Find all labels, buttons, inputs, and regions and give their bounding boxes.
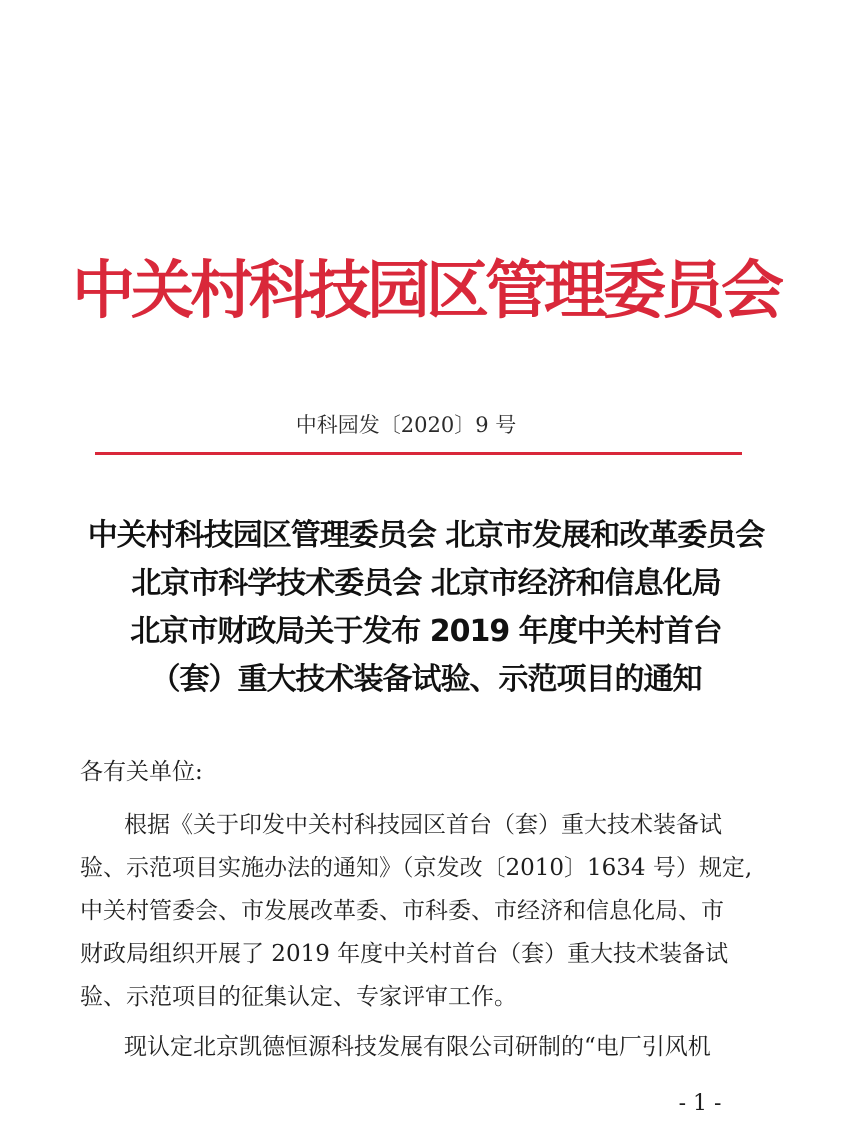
paragraph-line: 财政局组织开展了 2019 年度中关村首台（套）重大技术装备试 xyxy=(80,941,729,967)
paragraph-line: 根据《关于印发中关村科技园区首台（套）重大技术装备试 xyxy=(124,812,722,838)
paragraph-line: 验、示范项目实施办法的通知》（京发改〔2010〕1634 号）规定, xyxy=(80,855,753,881)
issuing-authority-masthead: 中关村科技园区管理委员会 xyxy=(72,253,780,327)
title-line-2: 北京市科学技术委员会 北京市经济和信息化局 xyxy=(131,566,721,601)
title-line-4: （套）重大技术装备试验、示范项目的通知 xyxy=(150,662,702,697)
salutation: 各有关单位: xyxy=(80,759,203,785)
paragraph-line: 验、示范项目的征集认定、专家评审工作。 xyxy=(80,984,517,1010)
paragraph-line: 现认定北京凯德恒源科技发展有限公司研制的“电厂引风机 xyxy=(124,1034,711,1060)
document-title xyxy=(60,512,792,704)
body-paragraph-2 xyxy=(80,1026,740,1069)
title-line-3: 北京市财政局关于发布 2019 年度中关村首台 xyxy=(130,614,722,649)
page-number: - 1 - xyxy=(678,1091,722,1116)
red-separator-line xyxy=(95,452,742,455)
title-line-1: 中关村科技园区管理委员会 北京市发展和改革委员会 xyxy=(87,518,765,553)
body-paragraph-1 xyxy=(80,804,753,1019)
document-number: 中科园发〔2020〕9 号 xyxy=(295,413,517,437)
paragraph-line: 中关村管委会、市发展改革委、市科委、市经济和信息化局、市 xyxy=(80,898,724,924)
